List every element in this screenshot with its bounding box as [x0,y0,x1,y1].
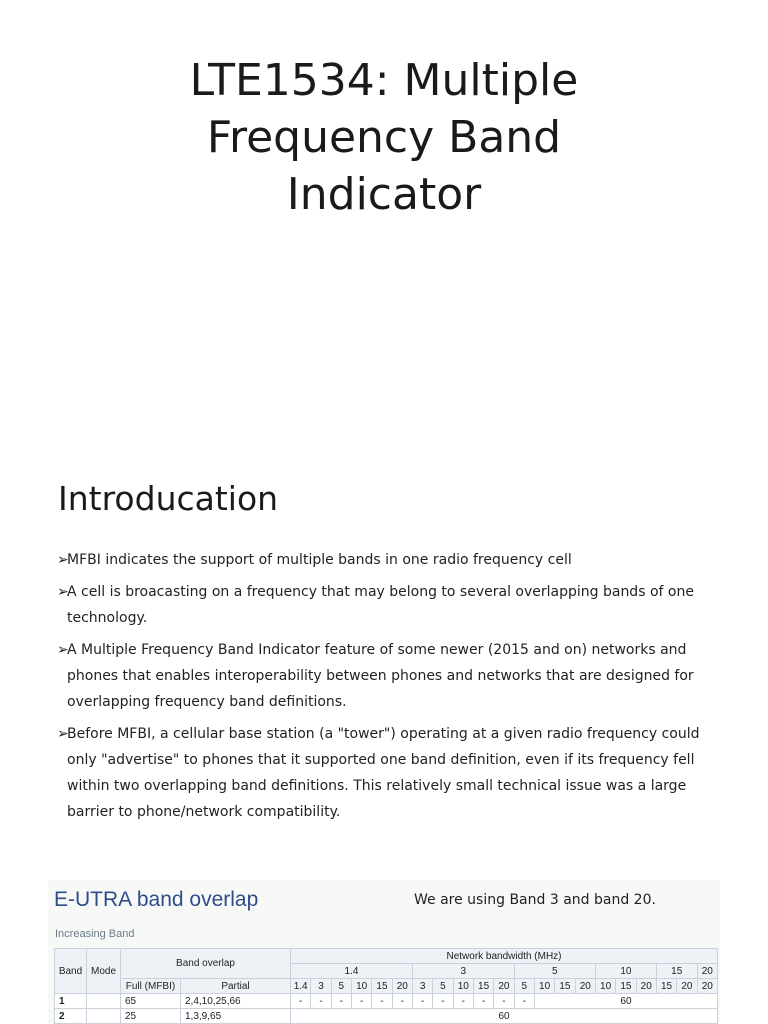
full-cell: 25 [121,1009,181,1024]
bullet-list [57,547,717,831]
band-overlap-screenshot [48,880,720,1024]
bullet-text: A Multiple Frequency Band Indicator feature of some newer (2015 and on) networks and phones that enables interoperability between phones and networks that are designed for overlapping frequency band definitions. [67,642,694,710]
mode-cell [87,1009,121,1024]
band-cell: 2 [55,1009,87,1024]
bw-col: 5 [514,979,534,994]
bw-col: 15 [473,979,493,994]
bw-cell: - [453,994,473,1009]
bw-col: 15 [616,979,636,994]
bw-col: 10 [534,979,554,994]
bw-col: 20 [677,979,697,994]
col-partial: Partial [181,979,291,994]
bullet-item [57,721,717,825]
bw-cell: - [412,994,432,1009]
bw-col: 3 [311,979,331,994]
section-heading: Introducation [58,479,279,518]
bullet-text: A cell is broacasting on a frequency that may belong to several overlapping bands of one technology. [67,584,694,626]
bw-group: 3 [412,964,514,979]
arrow-bullet-icon: ➢ [57,642,69,658]
full-cell: 65 [121,994,181,1009]
bullet-item [57,547,717,573]
bw-cell: - [514,994,534,1009]
mode-cell [87,994,121,1009]
bw-col: 10 [351,979,371,994]
bw-group: 5 [514,964,595,979]
bw-cell: - [494,994,514,1009]
arrow-bullet-icon: ➢ [57,552,69,568]
slide-title [0,52,768,223]
table-row [55,1009,718,1024]
bw-group: 10 [595,964,656,979]
bw-col: 15 [372,979,392,994]
bw-cell: - [392,994,412,1009]
bw-cell: - [433,994,453,1009]
col-band-overlap: Band overlap [121,949,291,979]
bw-value-cell: 60 [534,994,717,1009]
table-row [55,994,718,1009]
bw-col: 20 [575,979,595,994]
band-note: We are using Band 3 and band 20. [414,892,656,908]
band-overlap-table [54,948,718,1024]
arrow-bullet-icon: ➢ [57,584,69,600]
bullet-text: Before MFBI, a cellular base station (a "tower") operating at a given radio frequency could only "advertise" to phones that it supported one band definition, even if its frequency fell within two overlapping band definitions. This relatively small technical issue was a large barrier to phone/network compatibility. [67,726,700,820]
bw-cell: - [351,994,371,1009]
col-band: Band [55,949,87,994]
bullet-item [57,579,717,631]
band-overlap-title: E-UTRA band overlap [54,888,259,911]
bw-cell: - [291,994,311,1009]
slide-title-line: LTE1534: Multiple [189,55,579,106]
bw-col: 20 [494,979,514,994]
bw-col: 10 [595,979,615,994]
col-network-bandwidth: Network bandwidth (MHz) [291,949,718,964]
bw-cell: - [311,994,331,1009]
bullet-item [57,637,717,715]
partial-cell: 2,4,10,25,66 [181,994,291,1009]
bw-col: 1.4 [291,979,311,994]
bw-value-cell: 60 [291,1009,718,1024]
bw-col: 3 [412,979,432,994]
bw-group: 15 [656,964,697,979]
slide-title-line: Frequency Band [206,112,562,163]
bw-group: 20 [697,964,717,979]
bw-cell: - [331,994,351,1009]
bw-col: 20 [636,979,656,994]
bw-col: 15 [555,979,575,994]
arrow-bullet-icon: ➢ [57,726,69,742]
bw-col: 5 [331,979,351,994]
bw-col: 5 [433,979,453,994]
bw-cell: - [372,994,392,1009]
col-mode: Mode [87,949,121,994]
slide-title-line: Indicator [286,169,482,220]
bw-group: 1.4 [291,964,413,979]
band-cell: 1 [55,994,87,1009]
bw-col: 20 [392,979,412,994]
bullet-text: MFBI indicates the support of multiple bands in one radio frequency cell [67,552,572,568]
col-full-mfbi: Full (MFBI) [121,979,181,994]
bw-col: 10 [453,979,473,994]
band-subtitle: Increasing Band [55,928,135,940]
bw-col: 15 [656,979,676,994]
bw-cell: - [473,994,493,1009]
partial-cell: 1,3,9,65 [181,1009,291,1024]
bw-col: 20 [697,979,717,994]
